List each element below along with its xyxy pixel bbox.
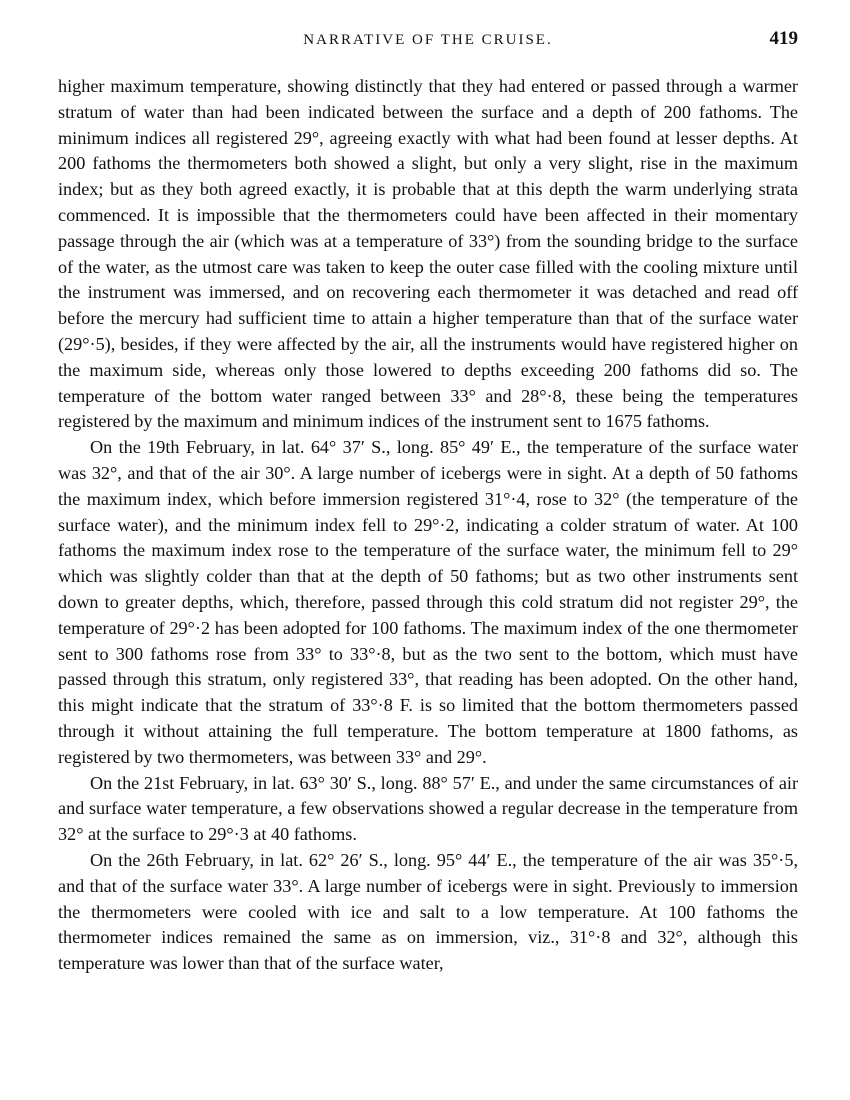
running-head <box>58 28 798 62</box>
body-text <box>58 74 798 977</box>
paragraph-continuation: higher maximum temperature, showing distinctly that they had entered or passed through a warmer stratum of water than had been indicated between the surface and a depth of 200 fathoms. The minimum indices all registered 29°, agreeing exactly with what had been found at lesser depths. At 200 fathoms the thermometers both showed a slight, but only a very slight, rise in the maximum index; but as they both agreed exactly, it is probable that at this depth the warm underlying strata commenced. It is impossible that the thermometers could have been affected in their momentary passage through the air (which was at a temperature of 33°) from the sounding bridge to the surface of the water, as the utmost care was taken to keep the outer case filled with the cooling mixture until the instrument was immersed, and on recovering each thermometer it was detached and read off before the mercury had sufficient time to attain a higher temperature than that of the surface water (29°·5), besides, if they were affected by the air, all the instruments would have registered higher on the maximum side, whereas only those lowered to depths exceeding 200 fathoms did so. The temperature of the bottom water ranged between 33° and 28°·8, these being the temperatures registered by the maximum and minimum indices of the instrument sent to 1675 fathoms. <box>58 76 798 432</box>
paragraph-26th-february: On the 26th February, in lat. 62° 26′ S., long. 95° 44′ E., the temperature of the air was 35°·5, and that of the surface water 33°. A large number of icebergs were in sight. Previously to immersion the thermometers were cooled with ice and salt to a low temperature. At 100 fathoms the thermometer indices remained the same as on immersion, viz., 31°·8 and 32°, although this temperature was lower than that of the surface water, <box>58 849 798 974</box>
book-page <box>58 28 798 977</box>
running-title: NARRATIVE OF THE CRUISE. <box>303 32 553 48</box>
paragraph-21st-february: On the 21st February, in lat. 63° 30′ S., long. 88° 57′ E., and under the same circumstances of air and surface water temperature, a few observations showed a regular decrease in the temperature from 32° at the surface to 29°·3 at 40 fathoms. <box>58 772 798 845</box>
page-number: 419 <box>769 28 798 49</box>
paragraph-19th-february: On the 19th February, in lat. 64° 37′ S., long. 85° 49′ E., the temperature of the surface water was 32°, and that of the air 30°. A large number of icebergs were in sight. At a depth of 50 fathoms the maximum index, which before immersion registered 31°·4, rose to 32° (the temperature of the surface water), and the minimum index fell to 29°·2, indicating a colder stratum of water. At 100 fathoms the maximum index rose to the temperature of the surface water, the minimum fell to 29° which was slightly colder than that at the depth of 50 fathoms; but as two other instruments sent down to greater depths, which, therefore, passed through this cold stratum did not register 29°, the temperature of 29°·2 has been adopted for 100 fathoms. The maximum index of the one thermometer sent to 300 fathoms rose from 33° to 33°·8, but as the two sent to the bottom, which must have passed through this stratum, only registered 33°, that reading has been adopted. On the other hand, this might indicate that the stratum of 33°·8 F. is so limited that the bottom thermometers passed through it without attaining the full temperature. The bottom temperature at 1800 fathoms, as registered by two thermometers, was between 33° and 29°. <box>58 437 798 767</box>
